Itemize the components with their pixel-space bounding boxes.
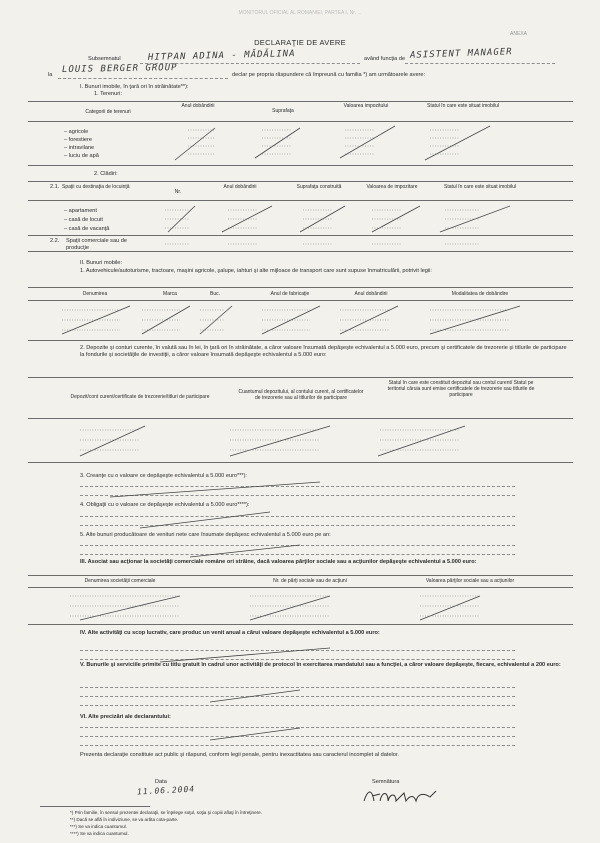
section-ii-p3: 3. Creanţe cu o valoare ce depăşeşte echivalentul a 5.000 euro***): <box>80 473 247 479</box>
prefix-2-1: 2.1. <box>50 184 60 190</box>
section-ii-p1: 1. Autovehicule/autoturisme, tractoare, maşini agricole, şalupe, iahturi şi alte mijloace de transport care sunt supuse înmatriculării, potrivit legii: <box>80 268 432 274</box>
col-spatii-locuinta: Spaţii cu destinaţia de locuinţă <box>62 184 130 190</box>
col-valoarea-partilor: Valoarea părţilor sociale sau a acţiunilor <box>425 578 515 584</box>
avand-functia-label: având funcţia de <box>364 56 406 62</box>
section-ii-p4: 4. Obligaţii cu o valoare ce depăşeşte echivalentul a 5.000 euro****): <box>80 502 250 508</box>
date-label: Data <box>155 779 167 785</box>
col-depozit: Depozit/cont curent/certificate de trezorerie/titluri de participare <box>70 394 210 400</box>
cladire-label: casă de locuit <box>68 217 103 223</box>
footnote-1: *) Prin familie, în sensul prezentei declaraţii, se înţelege soţul, soţia şi copiii aflaţi în întreţinere. <box>70 810 263 815</box>
spatii-comerciale-label: Spaţii comerciale sau de producţie <box>66 238 127 251</box>
teren-label: forestiere <box>68 137 92 143</box>
date-value: 11.06.2004 <box>136 784 196 797</box>
col-valoarea-impozitare: Valoarea de impozitare <box>366 184 418 190</box>
teren-label: luciu de apă <box>68 153 99 159</box>
col-marca: Marca <box>163 291 177 297</box>
teren-row-agricole: – agricole <box>64 129 89 135</box>
col-buc: Buc. <box>209 291 220 297</box>
cladire-row-vacanta: – casă de vacanţă <box>64 226 110 232</box>
anexa-label: ANEXA <box>510 31 527 37</box>
section-v-title: V. Bunurile şi serviciile primite cu titlu gratuit în cadrul unor activităţi de protocol în exercitarea mandatului sau a funcţiei, a căror valoare depăşeşte, fiecare, echivalentul a 200 euro: <box>80 662 561 668</box>
footnote-2: **) Dacă se află în indiviziune, se va arăta cota-parte. <box>70 817 179 822</box>
section-vi-title: VI. Alte precizări ale declarantului: <box>80 714 171 720</box>
signature-label: Semnătura <box>372 779 400 785</box>
section-i-title: I. Bunuri imobile, în ţară ori în străinătate**): <box>80 84 189 90</box>
col-statul-situat-2: Statul în care este situat imobilul <box>444 184 516 190</box>
handwritten-signature <box>360 785 440 807</box>
terenuri-label: 1. Terenuri: <box>94 91 122 97</box>
col-suprafata-construita: Suprafaţa construită <box>296 184 342 190</box>
header-faint-line: MONITORUL OFICIAL AL ROMANIEI, PARTEA I, Nr. ... <box>238 10 362 16</box>
col-modalitatea: Modalitatea de dobândire <box>451 291 509 297</box>
col-statul-situat: Statul în care este situat imobilul <box>427 103 499 109</box>
col-categorii-terenuri: Categorii de terenuri <box>85 109 131 115</box>
col-cuantumul: Cuantumul depozitului, al contului curent, al certificatelor de trezorerie sau al titlurilor de participare <box>238 389 364 401</box>
teren-row-intravilane: – intravilane <box>64 145 95 151</box>
col-denumirea-societatii: Denumirea societăţii comerciale <box>84 578 156 584</box>
closing-statement: Prezenta declaraţie constituie act public şi răspund, conform legii penale, pentru inexactitatea sau caracterul incomplet al datelor. <box>80 752 400 758</box>
footnote-3: ***) Se va indica cuantumul. <box>70 824 127 829</box>
teren-row-forestiere: – forestiere <box>64 137 92 143</box>
col-anul-dobandirii: Anul dobândirii <box>181 103 215 109</box>
col-valoarea-impozitului: Valoarea impozitului <box>343 103 389 109</box>
declarant-name: HITPAN ADINA - MĂDĂLINA <box>147 49 296 63</box>
section-iv-title: IV. Alte activităţi cu scop lucrativ, care produc un venit anual a cărui valoare depăşeşte echivalentul a 5.000 euro: <box>80 630 380 636</box>
cladire-label: apartament <box>68 208 97 214</box>
cladire-label: casă de vacanţă <box>68 226 110 232</box>
teren-label: intravilane <box>68 145 95 151</box>
section-ii-title: II. Bunuri mobile: <box>80 260 122 266</box>
col-nr: Nr. <box>174 189 182 195</box>
page-title: DECLARAŢIE DE AVERE <box>254 38 346 47</box>
col-anul-fabricatie: Anul de fabricaţie <box>270 291 310 297</box>
col-denumirea: Denumirea <box>82 291 108 297</box>
declarant-function: ASISTENT MANAGER <box>409 47 513 61</box>
prefix-2-2: 2.2. <box>50 238 60 244</box>
la-label: la <box>48 72 53 78</box>
teren-row-luciu: – luciu de apă <box>64 153 99 159</box>
col-suprafata: Suprafaţa <box>272 108 294 114</box>
section-iii-title: III. Asociat sau acţionar la societăţi comerciale române ori străine, dacă valoarea părţilor sociale sau a acţiunilor depăşeşte echivalentul a 5.000 euro: <box>80 559 477 565</box>
subsemnatul-label: Subsemnatul <box>88 56 121 62</box>
footnote-4: ****) Se va indica cuantumul. <box>70 831 129 836</box>
cladiri-label: 2. Clădiri: <box>94 171 118 177</box>
col-anul-dobandirii-3: Anul dobândirii <box>354 291 388 297</box>
col-anul-dobandirii-2: Anul dobândirii <box>223 184 257 190</box>
section-ii-p2: 2. Depozite şi conturi curente, în valută sau în lei, în ţară ori în străinătate, a căror valoare însumată depăşeşte echivalentul a 5.000 euro, precum şi certificatele de trezorerie şi titlurile de participare la fondurile şi societăţile de investiţii, a căror valoare însumată depăşeşte echivalentul a 5.000 euro: <box>80 345 567 358</box>
teren-label: agricole <box>68 129 89 135</box>
section-ii-p5: 5. Alte bunuri producătoare de venituri nete care însumate depăşesc echivalentul a 5.000 euro pe an: <box>80 532 331 538</box>
declar-text: declar pe propria răspundere că împreună cu familia *) am următoarele avere: <box>232 72 426 78</box>
cladire-row-casa: – casă de locuit <box>64 217 103 223</box>
cladire-row-apartament: – apartament <box>64 208 97 214</box>
col-statul-constituit: Statul în care este constituit depozitul sau contul curent/ Statul pe teritoriul căruia sunt emise certificatele de trezorerie sau titlurile de participare <box>387 380 535 398</box>
employer-name: LOUIS BERGER GROUP <box>61 62 178 76</box>
col-nr-parti: Nr. de părţi sociale sau de acţiuni <box>273 578 347 584</box>
